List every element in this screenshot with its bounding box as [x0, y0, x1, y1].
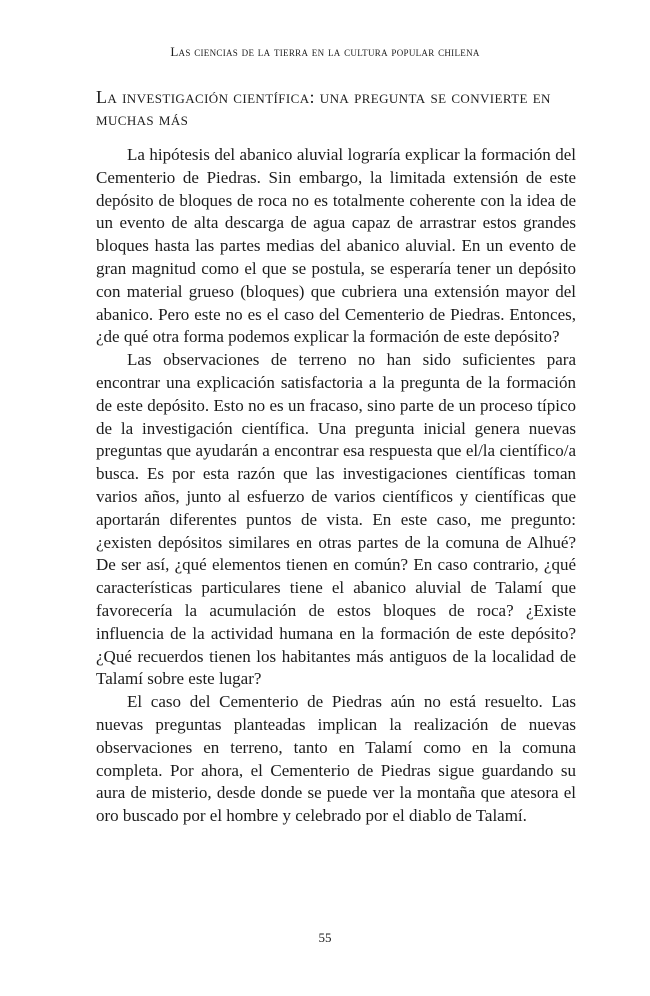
page-number: 55	[318, 930, 332, 945]
paragraph-1: La hipótesis del abanico aluvial lograría explicar la formación del Cementerio de Piedras. Sin embargo, la limitada extensión de este depósito de bloques de roca no es totalmente coherente con la idea de un evento de alta descarga de agua capaz de arrastrar estos grandes bloques hasta las partes medias del abanico aluvial. En un evento de gran magnitud como el que se postula, se esperaría tener un depósito con material grueso (bloques) que cubriera una extensión mayor del abanico. Pero este no es el caso del Cementerio de Piedras. Entonces, ¿de qué otra forma podemos explicar la formación de este depósito?	[96, 145, 576, 347]
body-text	[96, 144, 576, 828]
paragraph-2: Las observaciones de terreno no han sido suficientes para encontrar una explicación satisfactoria a la pregunta de la formación de este depósito. Esto no es un fracaso, sino parte de un proceso típico de la investigación científica. Una pregunta inicial genera nuevas preguntas que ayudarán a encontrar esa respuesta que el/la científico/a busca. Es por esta razón que las investigaciones científicas toman varios años, junto al esfuerzo de varios científicos y científicas que aportarán diferentes puntos de vista. En este caso, me pregunto: ¿existen depósitos similares en otras partes de la comuna de Alhué? De ser así, ¿qué elementos tienen en común? En caso contrario, ¿qué características particulares tiene el abanico aluvial de Talamí que favorecería la acumulación de estos bloques de roca? ¿Existe influencia de la actividad humana en la formación de este depósito? ¿Qué recuerdos tienen los habitantes más antiguos de la localidad de Talamí sobre este lugar?	[96, 350, 576, 689]
section-title: La investigación científica: una pregunta se convierte en muchas más	[96, 87, 551, 129]
running-head: Las ciencias de la tierra en la cultura popular chilena	[170, 44, 480, 59]
paragraph-3: El caso del Cementerio de Piedras aún no está resuelto. Las nuevas preguntas planteadas implican la realización de nuevas observaciones en terreno, tanto en Talamí como en la comuna completa. Por ahora, el Cementerio de Piedras sigue guardando su aura de misterio, desde donde se puede ver la montaña que atesora el oro buscado por el hombre y celebrado por el diablo de Talamí.	[96, 692, 576, 826]
